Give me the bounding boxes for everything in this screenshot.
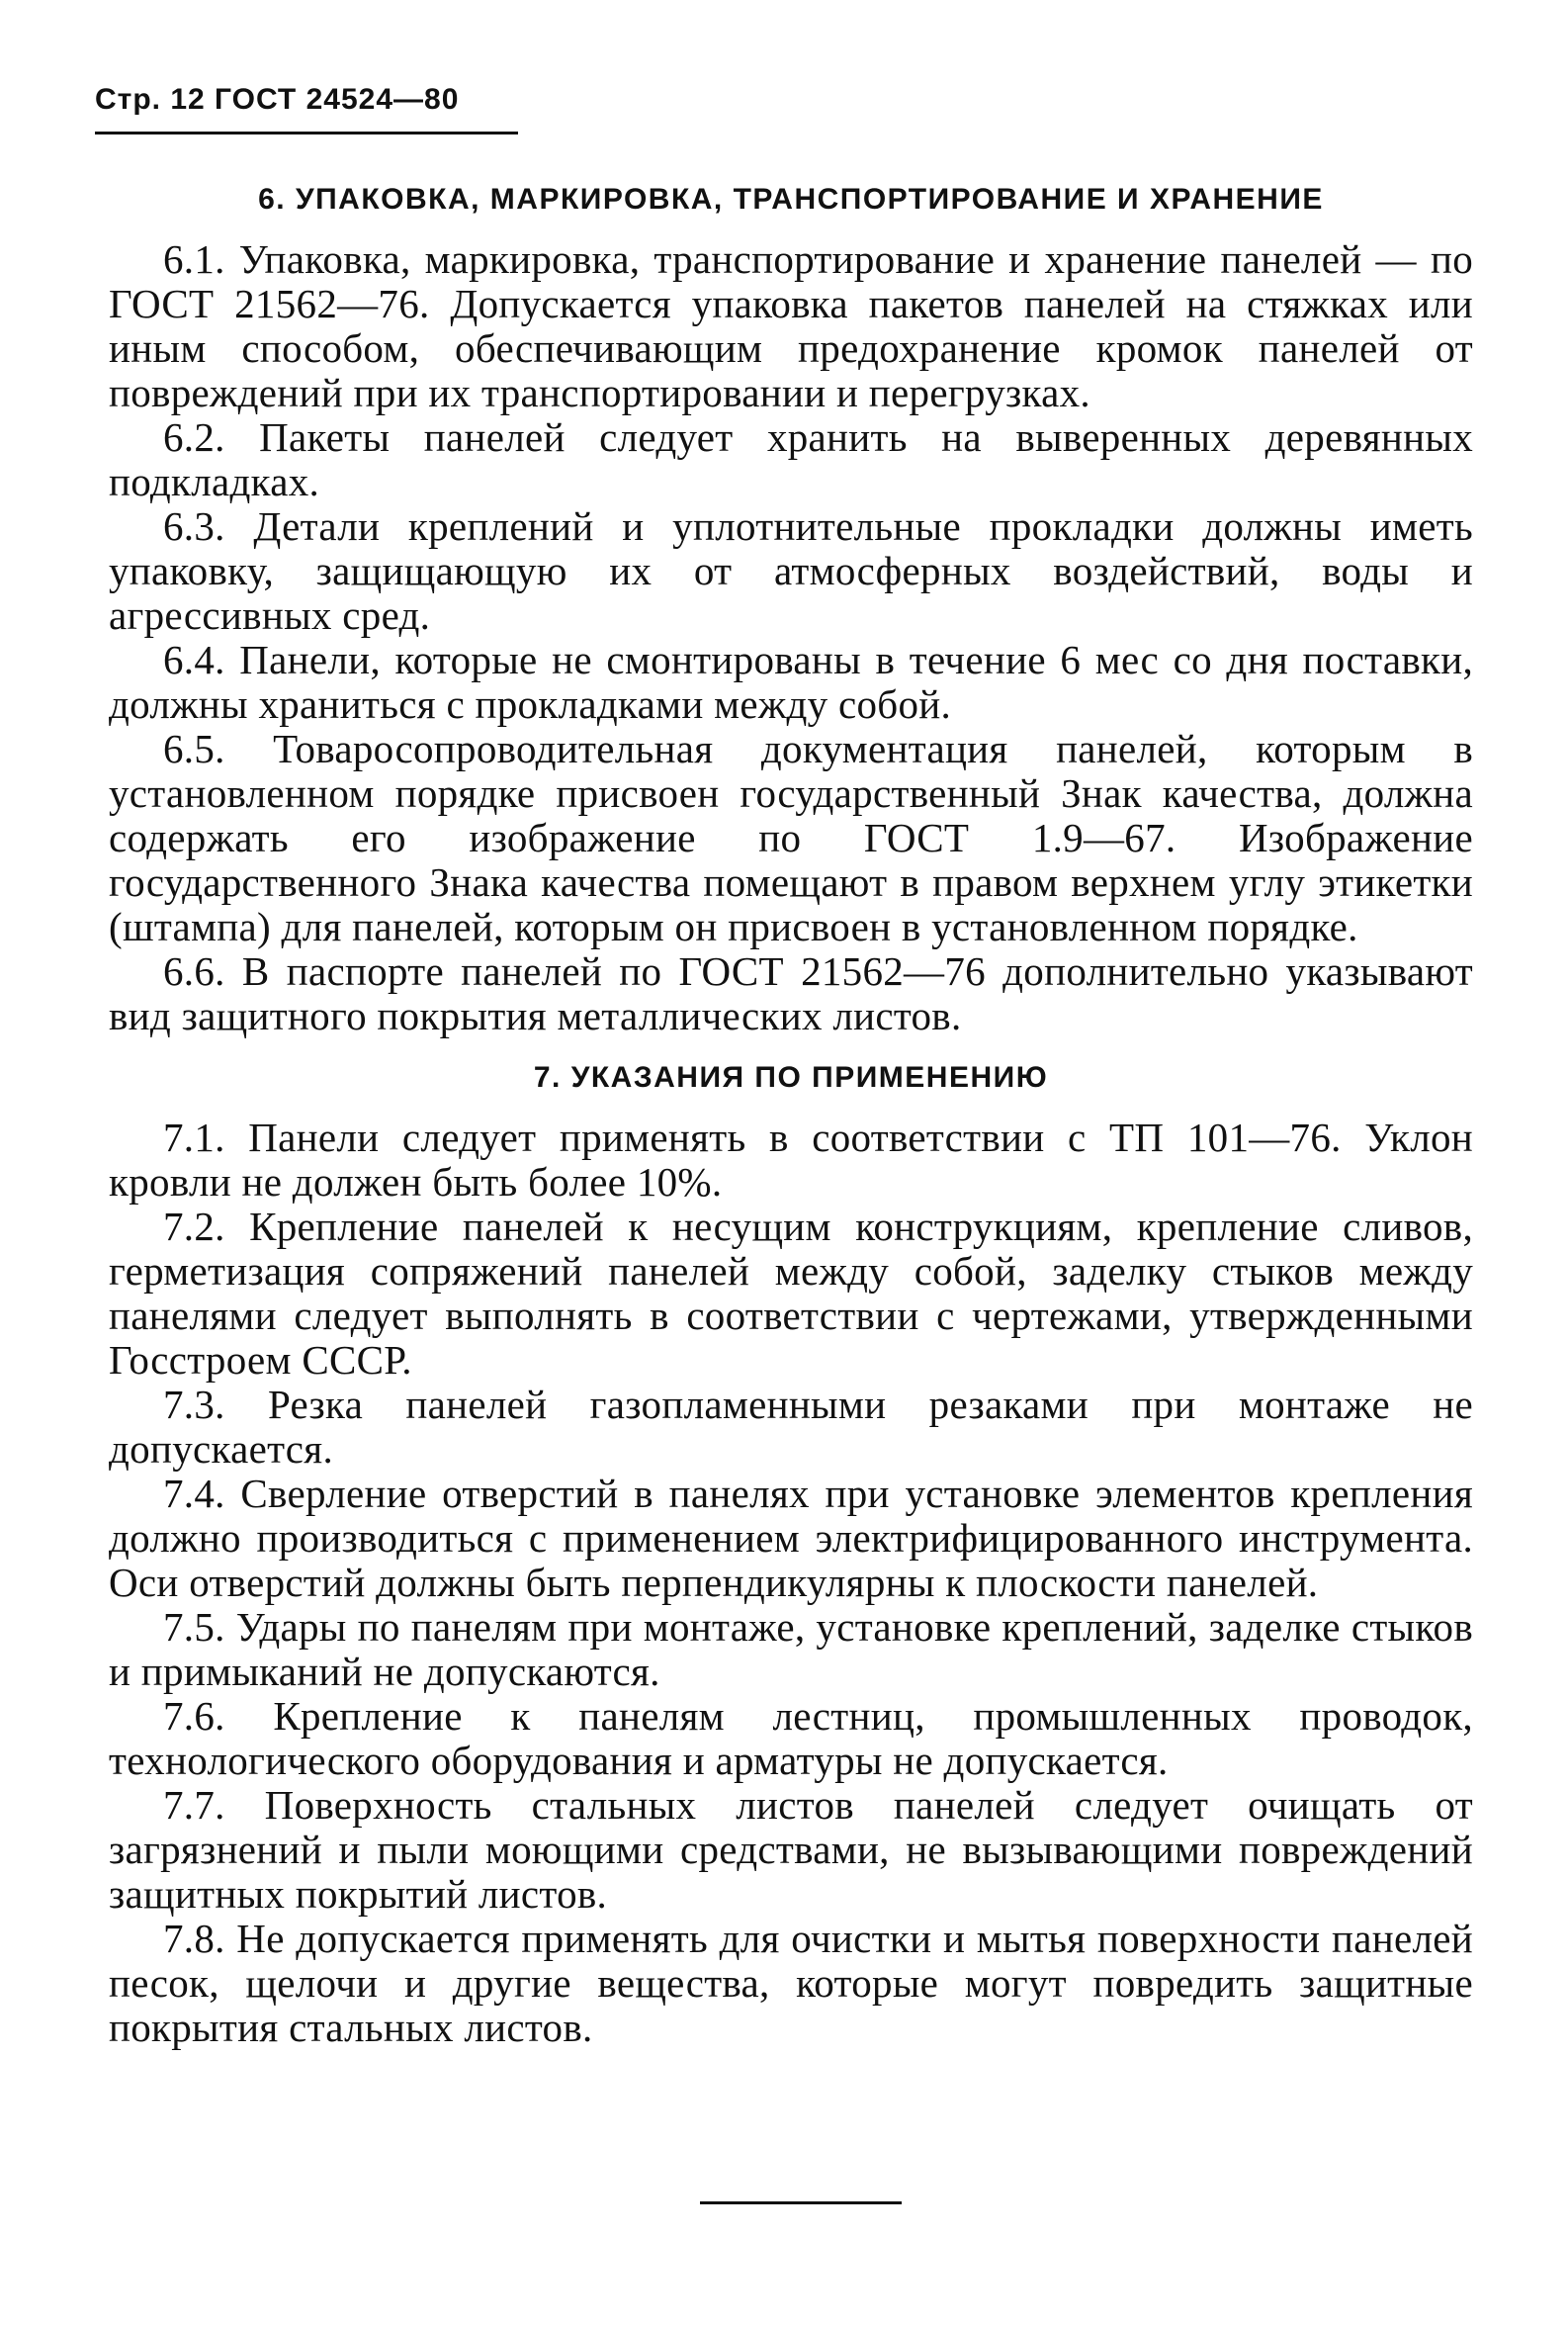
paragraph-6-4: 6.4. Панели, которые не смонтированы в течение 6 мес со дня поставки, должны храниться с прокладками между собой. <box>109 637 1473 727</box>
paragraph-7-1: 7.1. Панели следует применять в соответствии с ТП 101—76. Уклон кровли не должен быть более 10%. <box>109 1115 1473 1205</box>
paragraph-6-2: 6.2. Пакеты панелей следует хранить на выверенных деревянных подкладках. <box>109 414 1473 504</box>
document-body <box>109 178 1473 2050</box>
paragraph-7-8: 7.8. Не допускается применять для очистки и мытья поверхности панелей песок, щелочи и другие вещества, которые могут повредить защитные покрытия стальных листов. <box>109 1916 1473 2050</box>
page-header: Стр. 12 ГОСТ 24524—80 <box>95 83 460 116</box>
paragraph-7-7: 7.7. Поверхность стальных листов панелей следует очищать от загрязнений и пыли моющими средствами, не вызывающими повреждений защитных покрытий листов. <box>109 1782 1473 1917</box>
paragraph-7-6: 7.6. Крепление к панелям лестниц, промышленных проводок, технологического оборудования и арматуры не допускается. <box>109 1693 1473 1783</box>
section-7-title: 7. УКАЗАНИЯ ПО ПРИМЕНЕНИЮ <box>533 1061 1049 1094</box>
paragraph-7-4: 7.4. Сверление отверстий в панелях при установке элементов крепления должно производиться с применением электрифицированного инструмента. Оси отверстий должны быть перпендикулярны к плоскости панелей. <box>109 1471 1473 1605</box>
header-rule <box>95 132 518 134</box>
paragraph-7-3: 7.3. Резка панелей газопламенными резаками при монтаже не допускается. <box>109 1382 1473 1472</box>
section-6-title: 6. УПАКОВКА, МАРКИРОВКА, ТРАНСПОРТИРОВАНИЕ И ХРАНЕНИЕ <box>258 183 1324 216</box>
paragraph-7-2: 7.2. Крепление панелей к несущим конструкциям, крепление сливов, герметизация сопряжений панелей между собой, заделку стыков между панелями следует выполнять в соответствии с чертежами, утвержденными Госстроем СССР. <box>109 1204 1473 1383</box>
paragraph-6-5: 6.5. Товаросопроводительная документация панелей, которым в установленном порядке присвоен государственный Знак качества, должна содержать его изображение по ГОСТ 1.9—67. Изображение государственного Знака качества помещают в правом верхнем углу этикетки (штампа) для панелей, которым он присвоен в установленном порядке. <box>109 726 1473 949</box>
paragraph-6-3: 6.3. Детали креплений и уплотнительные прокладки должны иметь упаковку, защищающую их от атмосферных воздействий, воды и агрессивных сред. <box>109 503 1473 638</box>
paragraph-6-6: 6.6. В паспорте панелей по ГОСТ 21562—76 дополнительно указывают вид защитного покрытия металлических листов. <box>109 948 1473 1038</box>
end-rule <box>700 2201 902 2204</box>
paragraph-6-1: 6.1. Упаковка, маркировка, транспортирование и хранение панелей — по ГОСТ 21562—76. Допускается упаковка пакетов панелей на стяжках или иным способом, обеспечивающим предохранение кромок панелей от повреждений при их транспортировании и перегрузках. <box>109 236 1473 415</box>
paragraph-7-5: 7.5. Удары по панелям при монтаже, установке креплений, заделке стыков и примыканий не допускаются. <box>109 1604 1473 1694</box>
